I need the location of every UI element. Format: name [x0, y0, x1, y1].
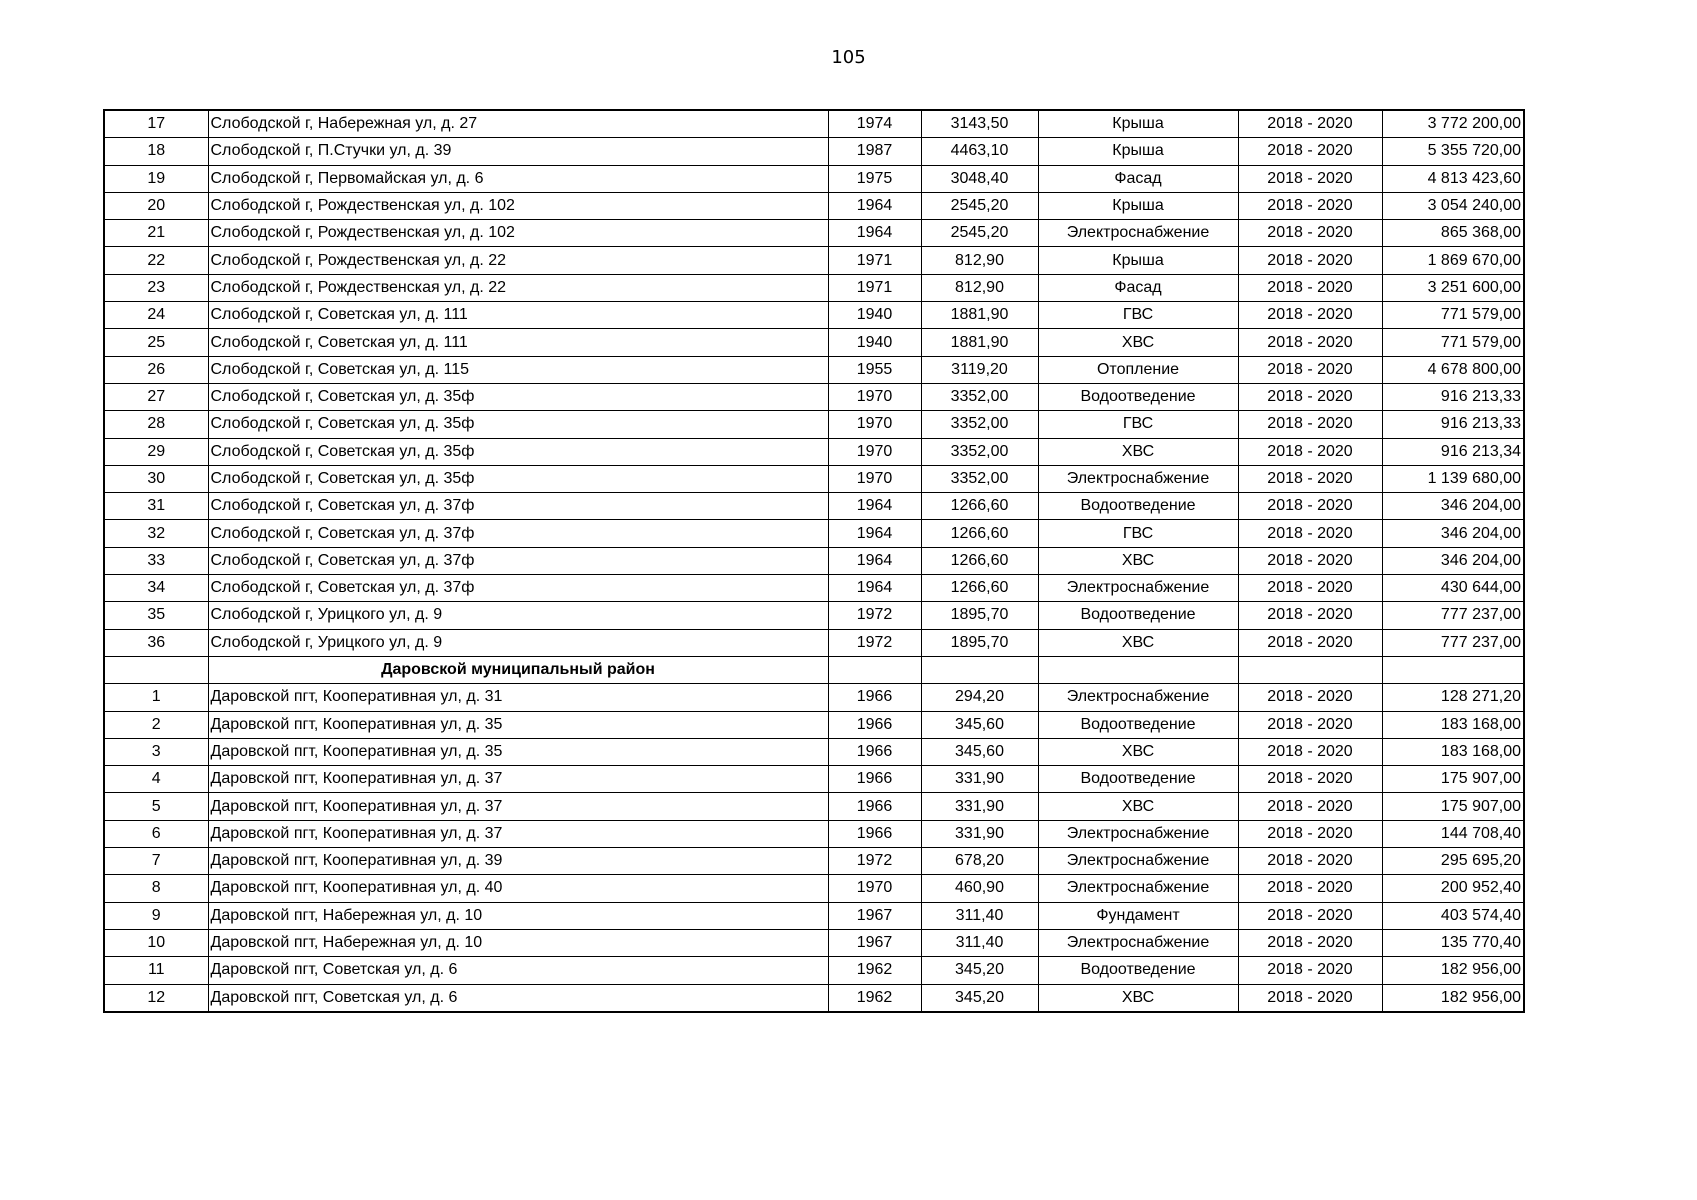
period-cell: 2018 - 2020 [1238, 684, 1382, 711]
address-cell: Слободской г, Урицкого ул, д. 9 [208, 629, 828, 656]
build-year-cell: 1970 [828, 411, 921, 438]
build-year-cell: 1966 [828, 793, 921, 820]
build-year-cell: 1955 [828, 356, 921, 383]
cost-cell: 430 644,00 [1382, 575, 1524, 602]
build-year-cell: 1966 [828, 766, 921, 793]
row-number-cell: 26 [104, 356, 208, 383]
section-row [104, 656, 1524, 683]
build-year-cell: 1964 [828, 520, 921, 547]
work-type-cell: Электроснабжение [1038, 575, 1238, 602]
area-cell: 311,40 [921, 902, 1038, 929]
address-cell: Слободской г, Советская ул, д. 115 [208, 356, 828, 383]
cost-cell: 144 708,40 [1382, 820, 1524, 847]
work-type-cell: ГВС [1038, 302, 1238, 329]
cost-cell: 135 770,40 [1382, 929, 1524, 956]
table-row [104, 520, 1524, 547]
cost-cell: 4 678 800,00 [1382, 356, 1524, 383]
work-type-cell: ХВС [1038, 793, 1238, 820]
period-cell: 2018 - 2020 [1238, 957, 1382, 984]
period-cell: 2018 - 2020 [1238, 411, 1382, 438]
row-number-cell: 32 [104, 520, 208, 547]
row-number-cell: 12 [104, 984, 208, 1012]
table-row [104, 493, 1524, 520]
address-cell: Слободской г, Советская ул, д. 35ф [208, 438, 828, 465]
cost-cell: 175 907,00 [1382, 766, 1524, 793]
build-year-cell: 1987 [828, 138, 921, 165]
period-cell: 2018 - 2020 [1238, 302, 1382, 329]
work-type-cell: Фасад [1038, 165, 1238, 192]
area-cell: 345,20 [921, 984, 1038, 1012]
address-cell: Слободской г, Набережная ул, д. 27 [208, 110, 828, 138]
table-row [104, 957, 1524, 984]
area-cell: 1266,60 [921, 493, 1038, 520]
build-year-cell: 1966 [828, 711, 921, 738]
build-year-cell: 1964 [828, 493, 921, 520]
row-number-cell: 7 [104, 848, 208, 875]
table-row [104, 929, 1524, 956]
cost-cell: 403 574,40 [1382, 902, 1524, 929]
row-number-cell: 9 [104, 902, 208, 929]
build-year-cell: 1967 [828, 902, 921, 929]
area-cell: 460,90 [921, 875, 1038, 902]
work-type-cell: Крыша [1038, 192, 1238, 219]
address-cell: Даровской пгт, Кооперативная ул, д. 39 [208, 848, 828, 875]
table-row [104, 820, 1524, 847]
table-row [104, 575, 1524, 602]
cost-cell: 346 204,00 [1382, 547, 1524, 574]
work-type-cell: ГВС [1038, 411, 1238, 438]
work-type-cell: Электроснабжение [1038, 848, 1238, 875]
area-cell: 3352,00 [921, 383, 1038, 410]
address-cell: Слободской г, Советская ул, д. 35ф [208, 465, 828, 492]
build-year-cell: 1964 [828, 575, 921, 602]
area-cell: 294,20 [921, 684, 1038, 711]
cost-cell: 916 213,33 [1382, 411, 1524, 438]
address-cell: Слободской г, Советская ул, д. 37ф [208, 575, 828, 602]
build-year-cell: 1940 [828, 329, 921, 356]
cost-cell: 865 368,00 [1382, 220, 1524, 247]
build-year-cell: 1964 [828, 220, 921, 247]
table-row [104, 684, 1524, 711]
table-row [104, 848, 1524, 875]
build-year-cell: 1972 [828, 848, 921, 875]
work-type-cell: Фасад [1038, 274, 1238, 301]
address-cell: Слободской г, Урицкого ул, д. 9 [208, 602, 828, 629]
row-number-cell: 29 [104, 438, 208, 465]
area-cell: 345,60 [921, 711, 1038, 738]
period-cell: 2018 - 2020 [1238, 329, 1382, 356]
work-type-cell: Водоотведение [1038, 383, 1238, 410]
period-cell: 2018 - 2020 [1238, 247, 1382, 274]
cost-cell: 200 952,40 [1382, 875, 1524, 902]
row-number-cell: 33 [104, 547, 208, 574]
work-type-cell: ХВС [1038, 329, 1238, 356]
work-type-cell: Электроснабжение [1038, 875, 1238, 902]
area-cell: 331,90 [921, 766, 1038, 793]
period-cell: 2018 - 2020 [1238, 848, 1382, 875]
table-row [104, 738, 1524, 765]
work-type-cell: Крыша [1038, 110, 1238, 138]
build-year-cell: 1962 [828, 957, 921, 984]
table-row [104, 356, 1524, 383]
area-cell: 3352,00 [921, 411, 1038, 438]
empty-cell [828, 656, 921, 683]
cost-cell: 3 251 600,00 [1382, 274, 1524, 301]
cost-cell: 346 204,00 [1382, 520, 1524, 547]
table-row [104, 110, 1524, 138]
period-cell: 2018 - 2020 [1238, 984, 1382, 1012]
address-cell: Слободской г, Первомайская ул, д. 6 [208, 165, 828, 192]
area-cell: 3048,40 [921, 165, 1038, 192]
cost-cell: 1 139 680,00 [1382, 465, 1524, 492]
address-cell: Слободской г, Рождественская ул, д. 102 [208, 192, 828, 219]
row-number-cell: 18 [104, 138, 208, 165]
address-cell: Даровской пгт, Кооперативная ул, д. 40 [208, 875, 828, 902]
row-number-cell: 25 [104, 329, 208, 356]
area-cell: 1266,60 [921, 547, 1038, 574]
period-cell: 2018 - 2020 [1238, 438, 1382, 465]
period-cell: 2018 - 2020 [1238, 875, 1382, 902]
work-type-cell: Электроснабжение [1038, 220, 1238, 247]
row-number-cell: 23 [104, 274, 208, 301]
cost-cell: 3 772 200,00 [1382, 110, 1524, 138]
period-cell: 2018 - 2020 [1238, 274, 1382, 301]
area-cell: 345,20 [921, 957, 1038, 984]
period-cell: 2018 - 2020 [1238, 110, 1382, 138]
work-type-cell: Крыша [1038, 247, 1238, 274]
row-number-cell: 22 [104, 247, 208, 274]
period-cell: 2018 - 2020 [1238, 738, 1382, 765]
area-cell: 2545,20 [921, 192, 1038, 219]
cost-cell: 771 579,00 [1382, 302, 1524, 329]
period-cell: 2018 - 2020 [1238, 629, 1382, 656]
table-row [104, 247, 1524, 274]
address-cell: Даровской пгт, Кооперативная ул, д. 37 [208, 766, 828, 793]
period-cell: 2018 - 2020 [1238, 793, 1382, 820]
address-cell: Слободской г, Рождественская ул, д. 102 [208, 220, 828, 247]
row-number-cell: 5 [104, 793, 208, 820]
address-cell: Даровской пгт, Набережная ул, д. 10 [208, 929, 828, 956]
area-cell: 345,60 [921, 738, 1038, 765]
build-year-cell: 1971 [828, 274, 921, 301]
table-row [104, 138, 1524, 165]
area-cell: 678,20 [921, 848, 1038, 875]
area-cell: 1266,60 [921, 520, 1038, 547]
row-number-cell: 3 [104, 738, 208, 765]
table-row [104, 383, 1524, 410]
build-year-cell: 1964 [828, 547, 921, 574]
work-type-cell: ГВС [1038, 520, 1238, 547]
row-number-cell: 30 [104, 465, 208, 492]
area-cell: 1895,70 [921, 629, 1038, 656]
row-number-cell: 31 [104, 493, 208, 520]
address-cell: Даровской пгт, Кооперативная ул, д. 35 [208, 711, 828, 738]
area-cell: 311,40 [921, 929, 1038, 956]
build-year-cell: 1940 [828, 302, 921, 329]
table-row [104, 766, 1524, 793]
table-row [104, 875, 1524, 902]
row-number-cell: 24 [104, 302, 208, 329]
work-type-cell: ХВС [1038, 547, 1238, 574]
area-cell: 4463,10 [921, 138, 1038, 165]
cost-cell: 128 271,20 [1382, 684, 1524, 711]
work-type-cell: ХВС [1038, 984, 1238, 1012]
period-cell: 2018 - 2020 [1238, 820, 1382, 847]
table-row [104, 902, 1524, 929]
address-cell: Даровской пгт, Кооперативная ул, д. 37 [208, 793, 828, 820]
empty-cell [921, 656, 1038, 683]
address-cell: Даровской пгт, Советская ул, д. 6 [208, 984, 828, 1012]
cost-cell: 4 813 423,60 [1382, 165, 1524, 192]
repair-register-table [103, 109, 1525, 1013]
row-number-cell: 6 [104, 820, 208, 847]
build-year-cell: 1966 [828, 684, 921, 711]
area-cell: 3143,50 [921, 110, 1038, 138]
empty-cell [1038, 656, 1238, 683]
area-cell: 3352,00 [921, 465, 1038, 492]
cost-cell: 1 869 670,00 [1382, 247, 1524, 274]
work-type-cell: Отопление [1038, 356, 1238, 383]
address-cell: Слободской г, Советская ул, д. 37ф [208, 547, 828, 574]
period-cell: 2018 - 2020 [1238, 766, 1382, 793]
address-cell: Даровской пгт, Кооперативная ул, д. 31 [208, 684, 828, 711]
cost-cell: 183 168,00 [1382, 711, 1524, 738]
address-cell: Слободской г, Советская ул, д. 37ф [208, 493, 828, 520]
table-row [104, 793, 1524, 820]
work-type-cell: Водоотведение [1038, 766, 1238, 793]
cost-cell: 346 204,00 [1382, 493, 1524, 520]
table-row [104, 629, 1524, 656]
period-cell: 2018 - 2020 [1238, 192, 1382, 219]
row-number-cell: 20 [104, 192, 208, 219]
period-cell: 2018 - 2020 [1238, 383, 1382, 410]
work-type-cell: ХВС [1038, 738, 1238, 765]
row-number-cell: 17 [104, 110, 208, 138]
work-type-cell: Электроснабжение [1038, 820, 1238, 847]
cost-cell: 182 956,00 [1382, 984, 1524, 1012]
table-row [104, 165, 1524, 192]
build-year-cell: 1970 [828, 383, 921, 410]
period-cell: 2018 - 2020 [1238, 929, 1382, 956]
row-number-cell: 8 [104, 875, 208, 902]
address-cell: Слободской г, Рождественская ул, д. 22 [208, 274, 828, 301]
work-type-cell: Электроснабжение [1038, 465, 1238, 492]
build-year-cell: 1970 [828, 465, 921, 492]
row-number-cell: 4 [104, 766, 208, 793]
cost-cell: 916 213,34 [1382, 438, 1524, 465]
table-row [104, 984, 1524, 1012]
work-type-cell: Электроснабжение [1038, 929, 1238, 956]
address-cell: Даровской пгт, Кооперативная ул, д. 37 [208, 820, 828, 847]
table-body [104, 110, 1524, 1012]
address-cell: Слободской г, П.Стучки ул, д. 39 [208, 138, 828, 165]
row-number-cell: 10 [104, 929, 208, 956]
table-row [104, 602, 1524, 629]
row-number-cell: 27 [104, 383, 208, 410]
cost-cell: 295 695,20 [1382, 848, 1524, 875]
period-cell: 2018 - 2020 [1238, 602, 1382, 629]
build-year-cell: 1966 [828, 738, 921, 765]
cost-cell: 3 054 240,00 [1382, 192, 1524, 219]
row-number-cell: 21 [104, 220, 208, 247]
area-cell: 2545,20 [921, 220, 1038, 247]
work-type-cell: Водоотведение [1038, 957, 1238, 984]
row-number-cell: 34 [104, 575, 208, 602]
row-number-cell: 28 [104, 411, 208, 438]
table-row [104, 411, 1524, 438]
period-cell: 2018 - 2020 [1238, 465, 1382, 492]
build-year-cell: 1970 [828, 438, 921, 465]
work-type-cell: Фундамент [1038, 902, 1238, 929]
area-cell: 3119,20 [921, 356, 1038, 383]
address-cell: Слободской г, Советская ул, д. 111 [208, 302, 828, 329]
address-cell: Слободской г, Советская ул, д. 35ф [208, 383, 828, 410]
period-cell: 2018 - 2020 [1238, 165, 1382, 192]
work-type-cell: Водоотведение [1038, 711, 1238, 738]
row-number-cell: 2 [104, 711, 208, 738]
table-row [104, 438, 1524, 465]
area-cell: 1881,90 [921, 302, 1038, 329]
build-year-cell: 1975 [828, 165, 921, 192]
address-cell: Слободской г, Советская ул, д. 37ф [208, 520, 828, 547]
area-cell: 1881,90 [921, 329, 1038, 356]
build-year-cell: 1962 [828, 984, 921, 1012]
address-cell: Даровской пгт, Кооперативная ул, д. 35 [208, 738, 828, 765]
row-number-cell: 36 [104, 629, 208, 656]
table-row [104, 711, 1524, 738]
cost-cell: 916 213,33 [1382, 383, 1524, 410]
period-cell: 2018 - 2020 [1238, 547, 1382, 574]
row-number-cell: 35 [104, 602, 208, 629]
build-year-cell: 1972 [828, 629, 921, 656]
address-cell: Слободской г, Рождественская ул, д. 22 [208, 247, 828, 274]
build-year-cell: 1966 [828, 820, 921, 847]
table-row [104, 192, 1524, 219]
address-cell: Слободской г, Советская ул, д. 35ф [208, 411, 828, 438]
work-type-cell: ХВС [1038, 438, 1238, 465]
work-type-cell: ХВС [1038, 629, 1238, 656]
work-type-cell: Водоотведение [1038, 602, 1238, 629]
period-cell: 2018 - 2020 [1238, 902, 1382, 929]
area-cell: 1266,60 [921, 575, 1038, 602]
row-number-cell: 19 [104, 165, 208, 192]
address-cell: Даровской пгт, Советская ул, д. 6 [208, 957, 828, 984]
build-year-cell: 1974 [828, 110, 921, 138]
table-row [104, 329, 1524, 356]
build-year-cell: 1970 [828, 875, 921, 902]
table-row [104, 220, 1524, 247]
empty-cell [1238, 656, 1382, 683]
area-cell: 331,90 [921, 793, 1038, 820]
period-cell: 2018 - 2020 [1238, 220, 1382, 247]
area-cell: 3352,00 [921, 438, 1038, 465]
build-year-cell: 1971 [828, 247, 921, 274]
table-row [104, 547, 1524, 574]
row-number-cell: 11 [104, 957, 208, 984]
table-row [104, 302, 1524, 329]
cost-cell: 771 579,00 [1382, 329, 1524, 356]
address-cell: Слободской г, Советская ул, д. 111 [208, 329, 828, 356]
empty-cell [1382, 656, 1524, 683]
address-cell: Даровской пгт, Набережная ул, д. 10 [208, 902, 828, 929]
empty-cell [104, 656, 208, 683]
section-title: Даровской муниципальный район [208, 656, 828, 683]
cost-cell: 182 956,00 [1382, 957, 1524, 984]
cost-cell: 777 237,00 [1382, 629, 1524, 656]
build-year-cell: 1967 [828, 929, 921, 956]
area-cell: 812,90 [921, 274, 1038, 301]
row-number-cell: 1 [104, 684, 208, 711]
work-type-cell: Водоотведение [1038, 493, 1238, 520]
table-row [104, 465, 1524, 492]
area-cell: 331,90 [921, 820, 1038, 847]
period-cell: 2018 - 2020 [1238, 138, 1382, 165]
build-year-cell: 1964 [828, 192, 921, 219]
area-cell: 812,90 [921, 247, 1038, 274]
period-cell: 2018 - 2020 [1238, 711, 1382, 738]
work-type-cell: Электроснабжение [1038, 684, 1238, 711]
page-number: 105 [831, 47, 866, 68]
period-cell: 2018 - 2020 [1238, 356, 1382, 383]
period-cell: 2018 - 2020 [1238, 520, 1382, 547]
area-cell: 1895,70 [921, 602, 1038, 629]
cost-cell: 777 237,00 [1382, 602, 1524, 629]
work-type-cell: Крыша [1038, 138, 1238, 165]
period-cell: 2018 - 2020 [1238, 493, 1382, 520]
cost-cell: 175 907,00 [1382, 793, 1524, 820]
cost-cell: 5 355 720,00 [1382, 138, 1524, 165]
build-year-cell: 1972 [828, 602, 921, 629]
cost-cell: 183 168,00 [1382, 738, 1524, 765]
table-row [104, 274, 1524, 301]
period-cell: 2018 - 2020 [1238, 575, 1382, 602]
